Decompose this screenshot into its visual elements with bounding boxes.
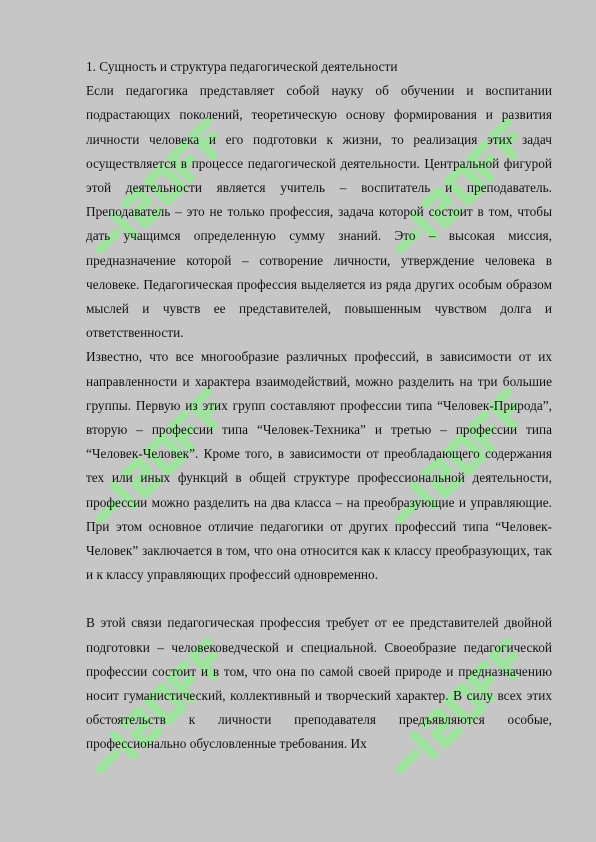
paragraph: Если педагогика представляет собой науку об обучении и воспитании подрастающих поколений, теоретическую основу формирования и развития личности человека и его подготовки к жизни, то реализация этих задач осуществляется в процессе педагогической деятельности. Центральной фигурой этой деятельности является учитель – воспитатель и преподаватель. Преподаватель – это не только профессия, задача которой состоит в том, чтобы дать учащимся определенную сумму знаний. Это – высокая миссия, предназначение которой – сотворение личности, утверждение человека в человеке. Педагогическая профессия выделяется из ряда других особым образом мыслей и чувств ее представителей, повышенным чувством долга и ответственности.	[86, 83, 552, 341]
paragraph-spacer	[86, 587, 552, 611]
paragraph: Известно, что все многообразие различных профессий, в зависимости от их направленности и характера взаимодействий, можно разделить на три большие группы. Первую из этих групп составляют профессии типа “Человек-Природа”, вторую – профессии типа “Человек-Техника” и третью – профессии типа “Человек-Человек”. Кроме того, в зависимости от преобладающего содержания тех или иных функций в общей структуре профессиональной деятельности, профессии можно разделить на два класса – на преобразующие и управляющие. При этом основное отличие педагогики от других профессий типа “Человек-Человек” заключается в том, что она относится как к классу преобразующих, так и к классу управляющих профессий одновременно.	[86, 349, 552, 583]
section-heading: 1. Сущность и структура педагогической деятельности	[86, 59, 398, 74]
paragraph: В этой связи педагогическая профессия требует от ее представителей двойной подготовки – человековедческой и специальной. Своеобразие педагогической профессии состоит и в том, что она по самой своей природе и предназначению носит гуманистический, коллективный и творческий характер. В силу всех этих обстоятельств к личности преподавателя предъявляются особые, профессионально обусловленные требования. Их	[86, 615, 552, 752]
document-body	[86, 55, 552, 757]
